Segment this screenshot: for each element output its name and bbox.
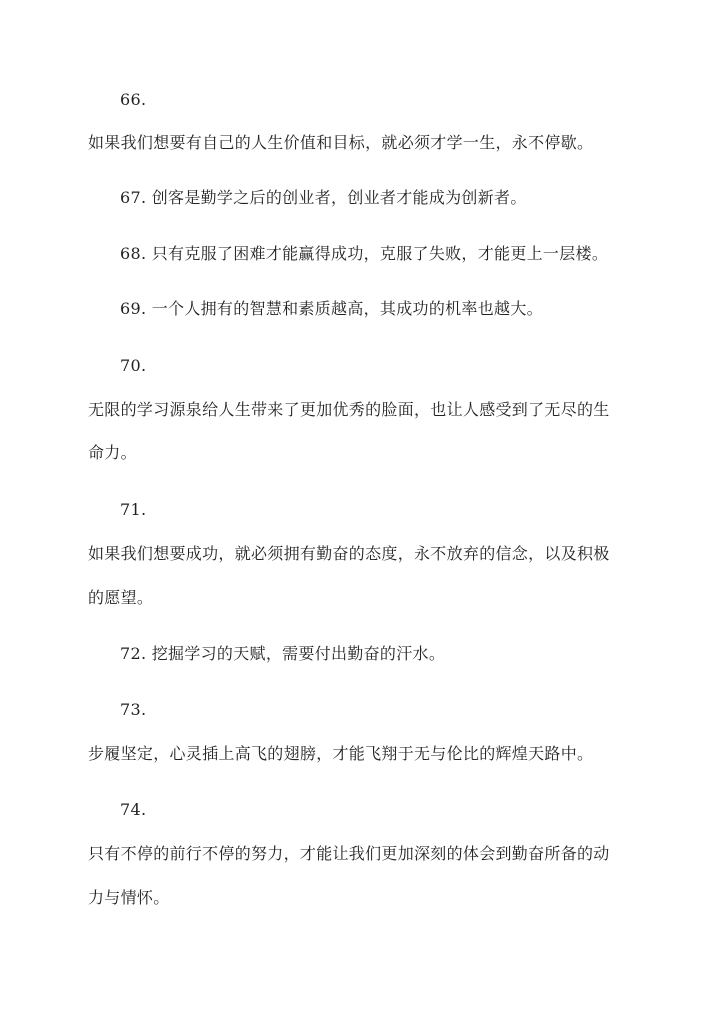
paragraph-line: 如果我们想要成功，就必须拥有勤奋的态度，永不放弃的信念，以及积极 — [88, 544, 610, 563]
item-number-66: 66. — [120, 90, 147, 109]
item-68-line: 68. 只有克服了困难才能赢得成功，克服了失败，才能更上一层楼。 — [120, 244, 609, 263]
paragraph-line: 只有不停的前行不停的努力，才能让我们更加深刻的体会到勤奋所备的动 — [88, 844, 610, 863]
item-number-73: 73. — [120, 700, 147, 719]
item-69-line: 69. 一个人拥有的智慧和素质越高，其成功的机率也越大。 — [120, 299, 543, 318]
item-number-70: 70. — [120, 356, 147, 375]
paragraph-line: 命力。 — [88, 443, 137, 462]
item-number-74: 74. — [120, 800, 147, 819]
paragraph-line: 步履坚定，心灵插上高飞的翅膀，才能飞翔于无与伦比的辉煌天路中。 — [88, 744, 594, 763]
item-number-71: 71. — [120, 500, 147, 519]
item-72-line: 72. 挖掘学习的天赋，需要付出勤奋的汗水。 — [120, 644, 446, 663]
paragraph-line: 的愿望。 — [88, 588, 154, 607]
paragraph-line: 如果我们想要有自己的人生价值和目标，就必须才学一生，永不停歇。 — [88, 133, 594, 152]
paragraph-line: 无限的学习源泉给人生带来了更加优秀的脸面，也让人感受到了无尽的生 — [88, 400, 610, 419]
paragraph-line: 力与情怀。 — [88, 888, 170, 907]
item-67-line: 67. 创客是勤学之后的创业者，创业者才能成为创新者。 — [120, 188, 527, 207]
